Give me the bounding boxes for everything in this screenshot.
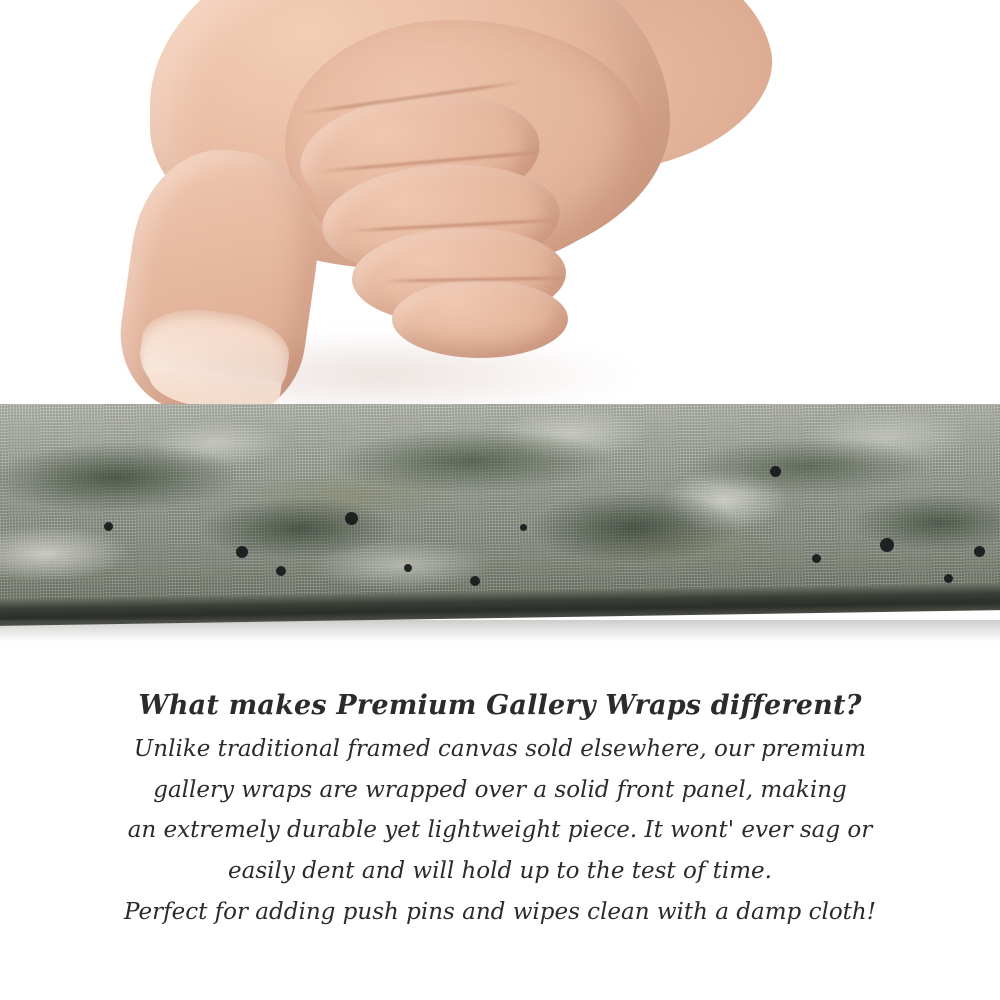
canvas-speck [812,554,821,563]
canvas-speck [470,576,480,586]
caption-line: gallery wraps are wrapped over a solid front panel, making [153,776,847,803]
canvas-edge-strip [0,404,1000,636]
caption-line: Perfect for adding push pins and wipes clean with a damp cloth! [124,898,876,925]
canvas-speck [520,524,527,531]
canvas-speck [276,566,286,576]
caption-line: Unlike traditional framed canvas sold elsewhere, our premium [133,736,867,762]
caption-body [0,733,1000,928]
canvas-speck [770,466,781,477]
hand-pressing-canvas-edge [0,0,1000,410]
caption-title: What makes Premium Gallery Wraps different? [138,690,862,721]
caption-line: an extremely durable yet lightweight piece. It wont' ever sag or [127,817,873,844]
canvas-speck [974,546,985,557]
caption-line: easily dent and will hold up to the test of time. [228,857,772,884]
hand-shadow [120,330,640,410]
canvas-speck [880,538,894,552]
canvas-speck [104,522,113,531]
caption-block [0,690,1000,928]
canvas-speck [944,574,953,583]
canvas-speck [236,546,248,558]
canvas-drop-shadow [0,620,1000,642]
canvas-speck [345,512,358,525]
canvas-speck [404,564,412,572]
